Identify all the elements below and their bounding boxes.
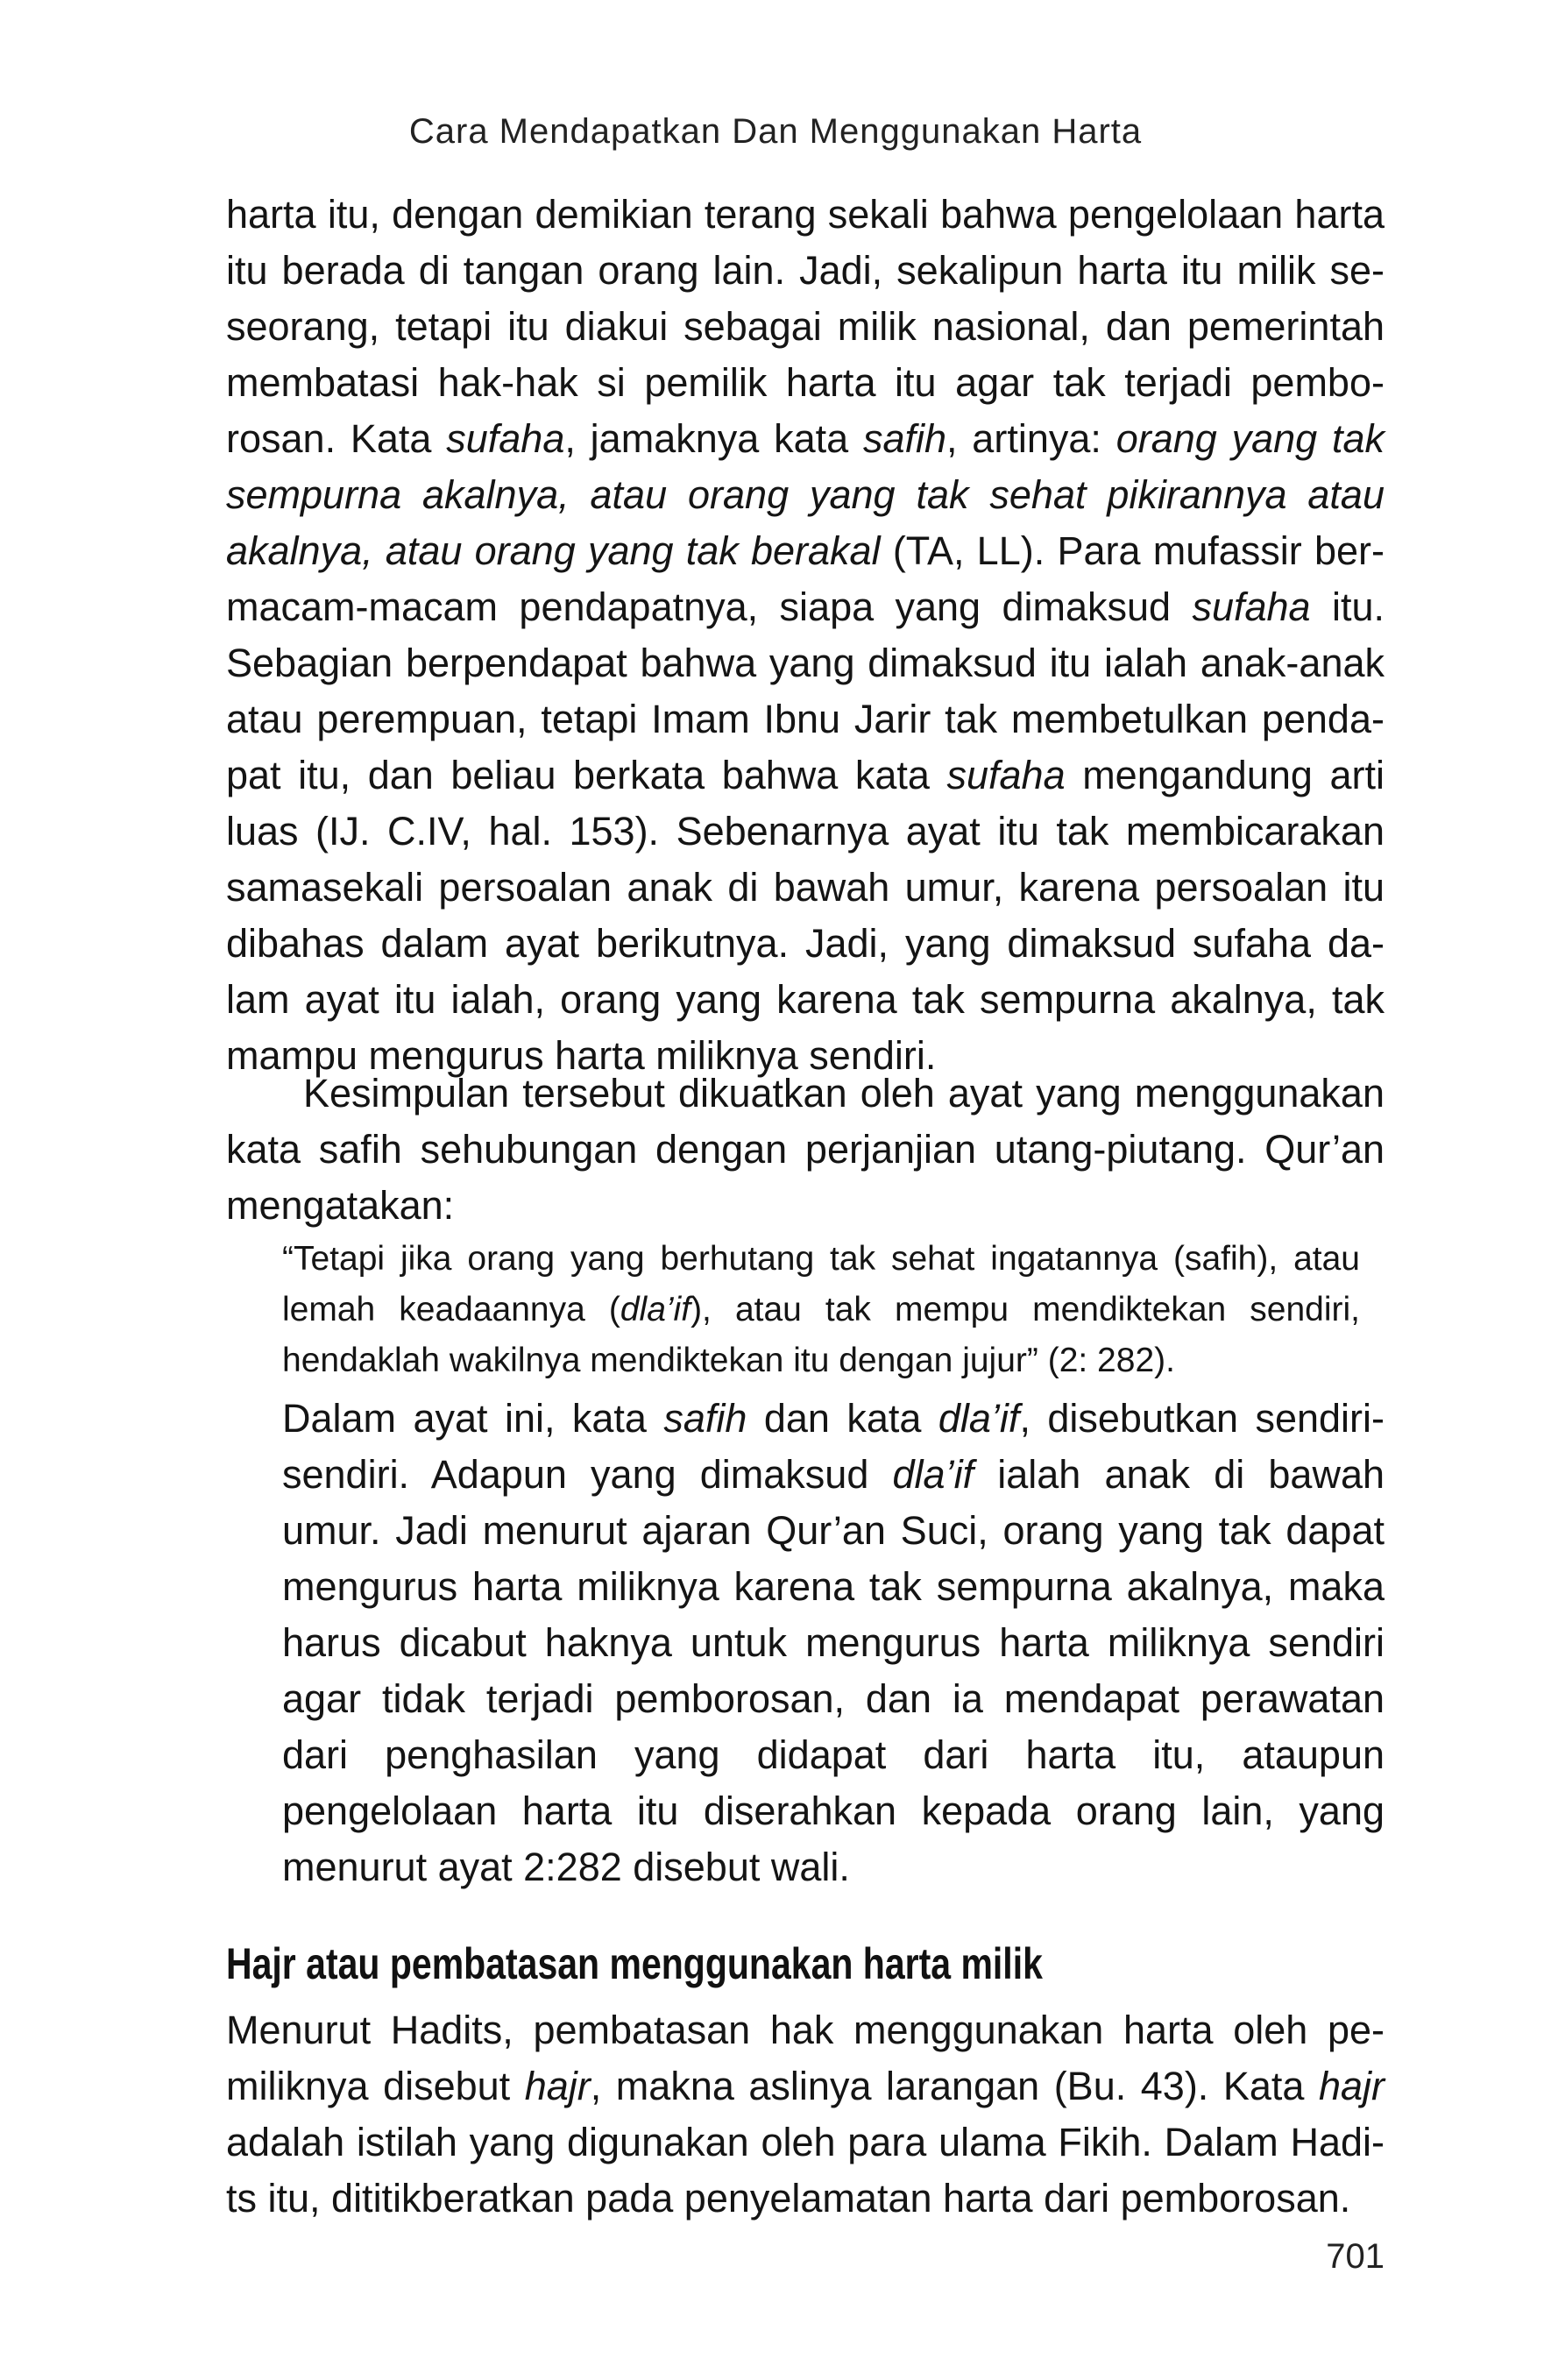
text-segment: ), atau tak mempu mendiktekan sendiri, hendaklah wakilnya mendiktekan itu dengan jujur” (2: 282). xyxy=(282,1291,1360,1379)
italic-term: safih xyxy=(862,416,946,461)
italic-term: hajr xyxy=(1318,2064,1385,2108)
running-head: Cara Mendapatkan Dan Menggunakan Harta xyxy=(408,112,1143,151)
text-segment: harta itu, dengan demikian terang sekali bahwa pengelolaan harta itu berada di tangan orang lain. Jadi, sekalipun harta itu milik seseorang, tetapi itu diakui sebagai milik nasional, dan pemerintah membatasi hak-hak si pemilik harta itu agar tak terjadi pemborosan. Kata xyxy=(226,192,1385,461)
text-segment: itu. Sebagian berpendapat bahwa yang dimaksud itu ialah anak-anak atau perempuan, tetapi Imam Ibnu Jarir tak membetulkan pendapat itu, dan beliau berkata bahwa kata xyxy=(226,584,1385,797)
text-segment: dan kata xyxy=(747,1396,938,1441)
text-segment: Dalam ayat ini, kata xyxy=(282,1396,664,1441)
section-heading: Hajr atau pembatasan menggunakan harta milik xyxy=(226,1939,1043,1988)
text-segment: ialah anak di bawah umur. Jadi menurut ajaran Qur’an Suci, orang yang tak dapat mengurus harta miliknya karena tak sempurna akalnya, maka harus dicabut haknya untuk mengurus harta miliknya sendiri agar tidak terjadi pemborosan, dan ia mendapat perawatan dari penghasilan yang didapat dari harta itu, ataupun pengelolaan harta itu diserahkan kepada orang lain, yang menurut ayat 2:282 disebut wali. xyxy=(282,1452,1385,1889)
text-segment: mengandung arti luas (IJ. C.IV, hal. 153). Sebenarnya ayat itu tak membicarakan samasekali persoalan anak di bawah umur, karena persoalan itu dibahas dalam ayat berikutnya. Jadi, yang dimaksud sufaha dalam ayat itu ialah, orang yang karena tak sempurna akalnya, tak mampu mengurus harta miliknya sendiri. xyxy=(226,753,1385,1078)
text-segment: , disebutkan sendiri-sendiri. Adapun yang dimaksud xyxy=(282,1396,1385,1497)
page-number: 701 xyxy=(1326,2237,1385,2276)
paragraph-sufaha xyxy=(226,187,1385,1084)
text-segment: Menurut Hadits, pembatasan hak menggunakan harta oleh pemiliknya disebut xyxy=(226,2008,1385,2108)
italic-term: safih xyxy=(663,1396,747,1441)
paragraph-safih-dlaif xyxy=(282,1391,1385,1895)
text-segment: , artinya: xyxy=(946,416,1116,461)
italic-term: dla’if xyxy=(620,1291,691,1328)
text-segment: “Tetapi jika orang yang berhutang tak sehat ingatannya (safih), atau lemah keadaannya ( xyxy=(282,1240,1360,1328)
text-segment: , makna aslinya larangan (Bu. 43). Kata xyxy=(590,2064,1319,2108)
italic-definition: orang yang tak sempurna akalnya, atau orang yang tak sehat pikirannya atau akalnya, atau orang yang tak berakal xyxy=(226,416,1385,573)
italic-term: dla’if xyxy=(892,1452,974,1497)
italic-term: hajr xyxy=(524,2064,591,2108)
italic-term: sufaha xyxy=(446,416,565,461)
text-segment: , jamaknya kata xyxy=(564,416,863,461)
italic-term: sufaha xyxy=(1192,584,1311,629)
italic-term: dla’if xyxy=(938,1396,1020,1441)
text-segment: (TA, LL). Para mufassir bermacam-macam pendapatnya, siapa yang dimaksud xyxy=(226,528,1385,629)
italic-term: sufaha xyxy=(946,753,1066,797)
quran-quote xyxy=(282,1234,1360,1386)
paragraph-conclusion: Kesimpulan tersebut dikuatkan oleh ayat yang menggunakan kata safih sehubungan dengan perjanjian utang-piutang. Qur’an mengatakan: xyxy=(226,1071,1385,1228)
paragraph-hajr xyxy=(226,2002,1385,2227)
text-segment: adalah istilah yang digunakan oleh para ulama Fikih. Dalam Hadits itu, dititikberatkan pada penyelamatan harta dari pemborosan. xyxy=(226,2120,1385,2221)
